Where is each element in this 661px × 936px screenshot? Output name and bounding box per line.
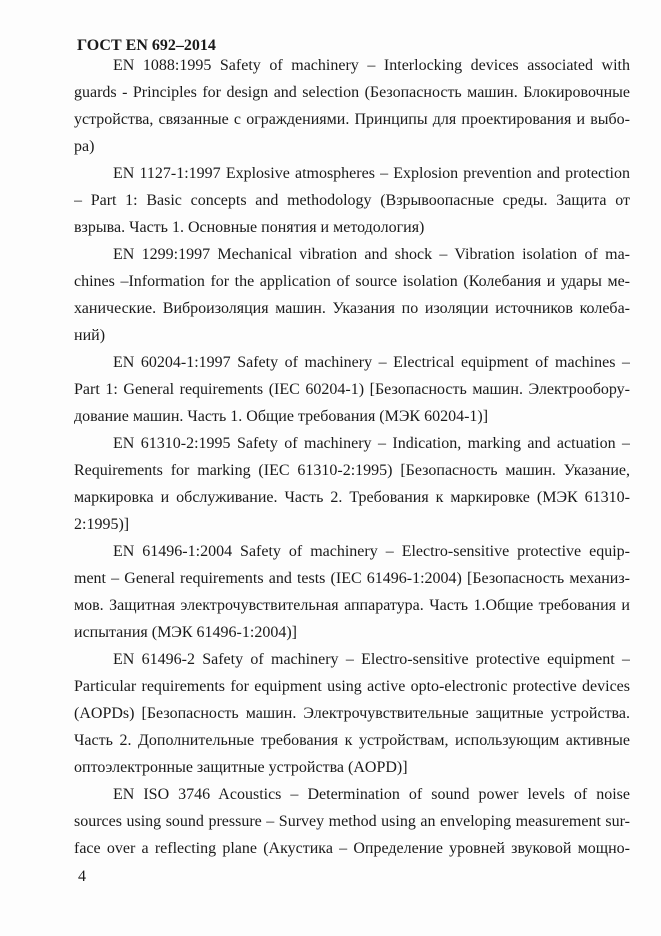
text-line: 2:1995)] [74, 516, 130, 533]
document-body [74, 52, 630, 862]
standard-reference-en-61310-2 [74, 430, 630, 538]
standard-reference-en-1299 [74, 241, 630, 349]
text-line: EN 1299:1997 Mechanical vibration and shock – Vibration isolation of ma- [113, 246, 630, 263]
text-line: ханические. Виброизоляция машин. Указания по изоляции источников колеба- [74, 300, 630, 317]
standard-reference-en-1088 [74, 52, 630, 160]
standard-reference-en-60204-1 [74, 349, 630, 430]
text-line: дование машин. Часть 1. Общие требования (МЭК 60204-1)] [74, 408, 489, 425]
standard-reference-en-61496-2 [74, 646, 630, 781]
text-line: Part 1: General requirements (IEC 60204-1) [Безопасность машин. Электрообору- [74, 381, 630, 398]
text-line: испытания (МЭК 61496-1:2004)] [74, 624, 297, 641]
text-line: EN 1127-1:1997 Explosive atmospheres – Explosion prevention and protection [113, 165, 630, 182]
text-line: chines –Information for the application of source isolation (Колебания и удары ме- [74, 273, 630, 290]
text-line: EN ISO 3746 Acoustics – Determination of sound power levels of noise [113, 786, 630, 803]
text-line: Particular requirements for equipment using active opto-electronic protective devices [74, 678, 630, 695]
standard-reference-en-61496-1 [74, 538, 630, 646]
text-line: ment – General requirements and tests (IEC 61496-1:2004) [Безопасность механиз- [74, 570, 630, 587]
text-line: EN 61310-2:1995 Safety of machinery – Indication, marking and actuation – [113, 435, 630, 452]
text-line: ра) [74, 138, 95, 155]
text-line: EN 61496-2 Safety of machinery – Electro-sensitive protective equipment – [113, 651, 630, 668]
text-line: EN 61496-1:2004 Safety of machinery – Electro-sensitive protective equip- [113, 543, 630, 560]
text-line: Часть 2. Дополнительные требования к устройствам, использующим активные [74, 732, 630, 749]
standard-reference-en-1127-1 [74, 160, 630, 241]
text-line: (AOPDs) [Безопасность машин. Электрочувствительные защитные устройства. [74, 705, 630, 722]
text-line: ний) [74, 327, 106, 344]
page-number: 4 [78, 868, 86, 885]
document-header: ГОСТ EN 692–2014 [77, 37, 216, 54]
text-line: sources using sound pressure – Survey method using an enveloping measurement sur- [74, 813, 630, 830]
text-line: face over a reflecting plane (Акустика – Определение уровней звуковой мощно- [74, 840, 630, 857]
text-line: EN 1088:1995 Safety of machinery – Interlocking devices associated with [113, 57, 630, 74]
text-line: EN 60204-1:1997 Safety of machinery – Electrical equipment of machines – [113, 354, 630, 371]
text-line: маркировка и обслуживание. Часть 2. Требования к маркировке (МЭК 61310- [74, 489, 630, 506]
text-line: взрыва. Часть 1. Основные понятия и методология) [74, 219, 425, 236]
text-line: Requirements for marking (IEC 61310-2:1995) [Безопасность машин. Указание, [74, 462, 630, 479]
text-line: устройства, связанные с ограждениями. Принципы для проектирования и выбо- [74, 111, 630, 128]
text-line: мов. Защитная электрочувствительная аппаратура. Часть 1.Общие требования и [74, 597, 630, 614]
text-line: – Part 1: Basic concepts and methodology (Взрывоопасные среды. Защита от [74, 192, 630, 209]
standard-reference-en-iso-3746 [74, 781, 630, 862]
text-line: guards - Principles for design and selection (Безопасность машин. Блокировочные [74, 84, 630, 101]
text-line: оптоэлектронные защитные устройства (AOPD)] [74, 759, 408, 776]
